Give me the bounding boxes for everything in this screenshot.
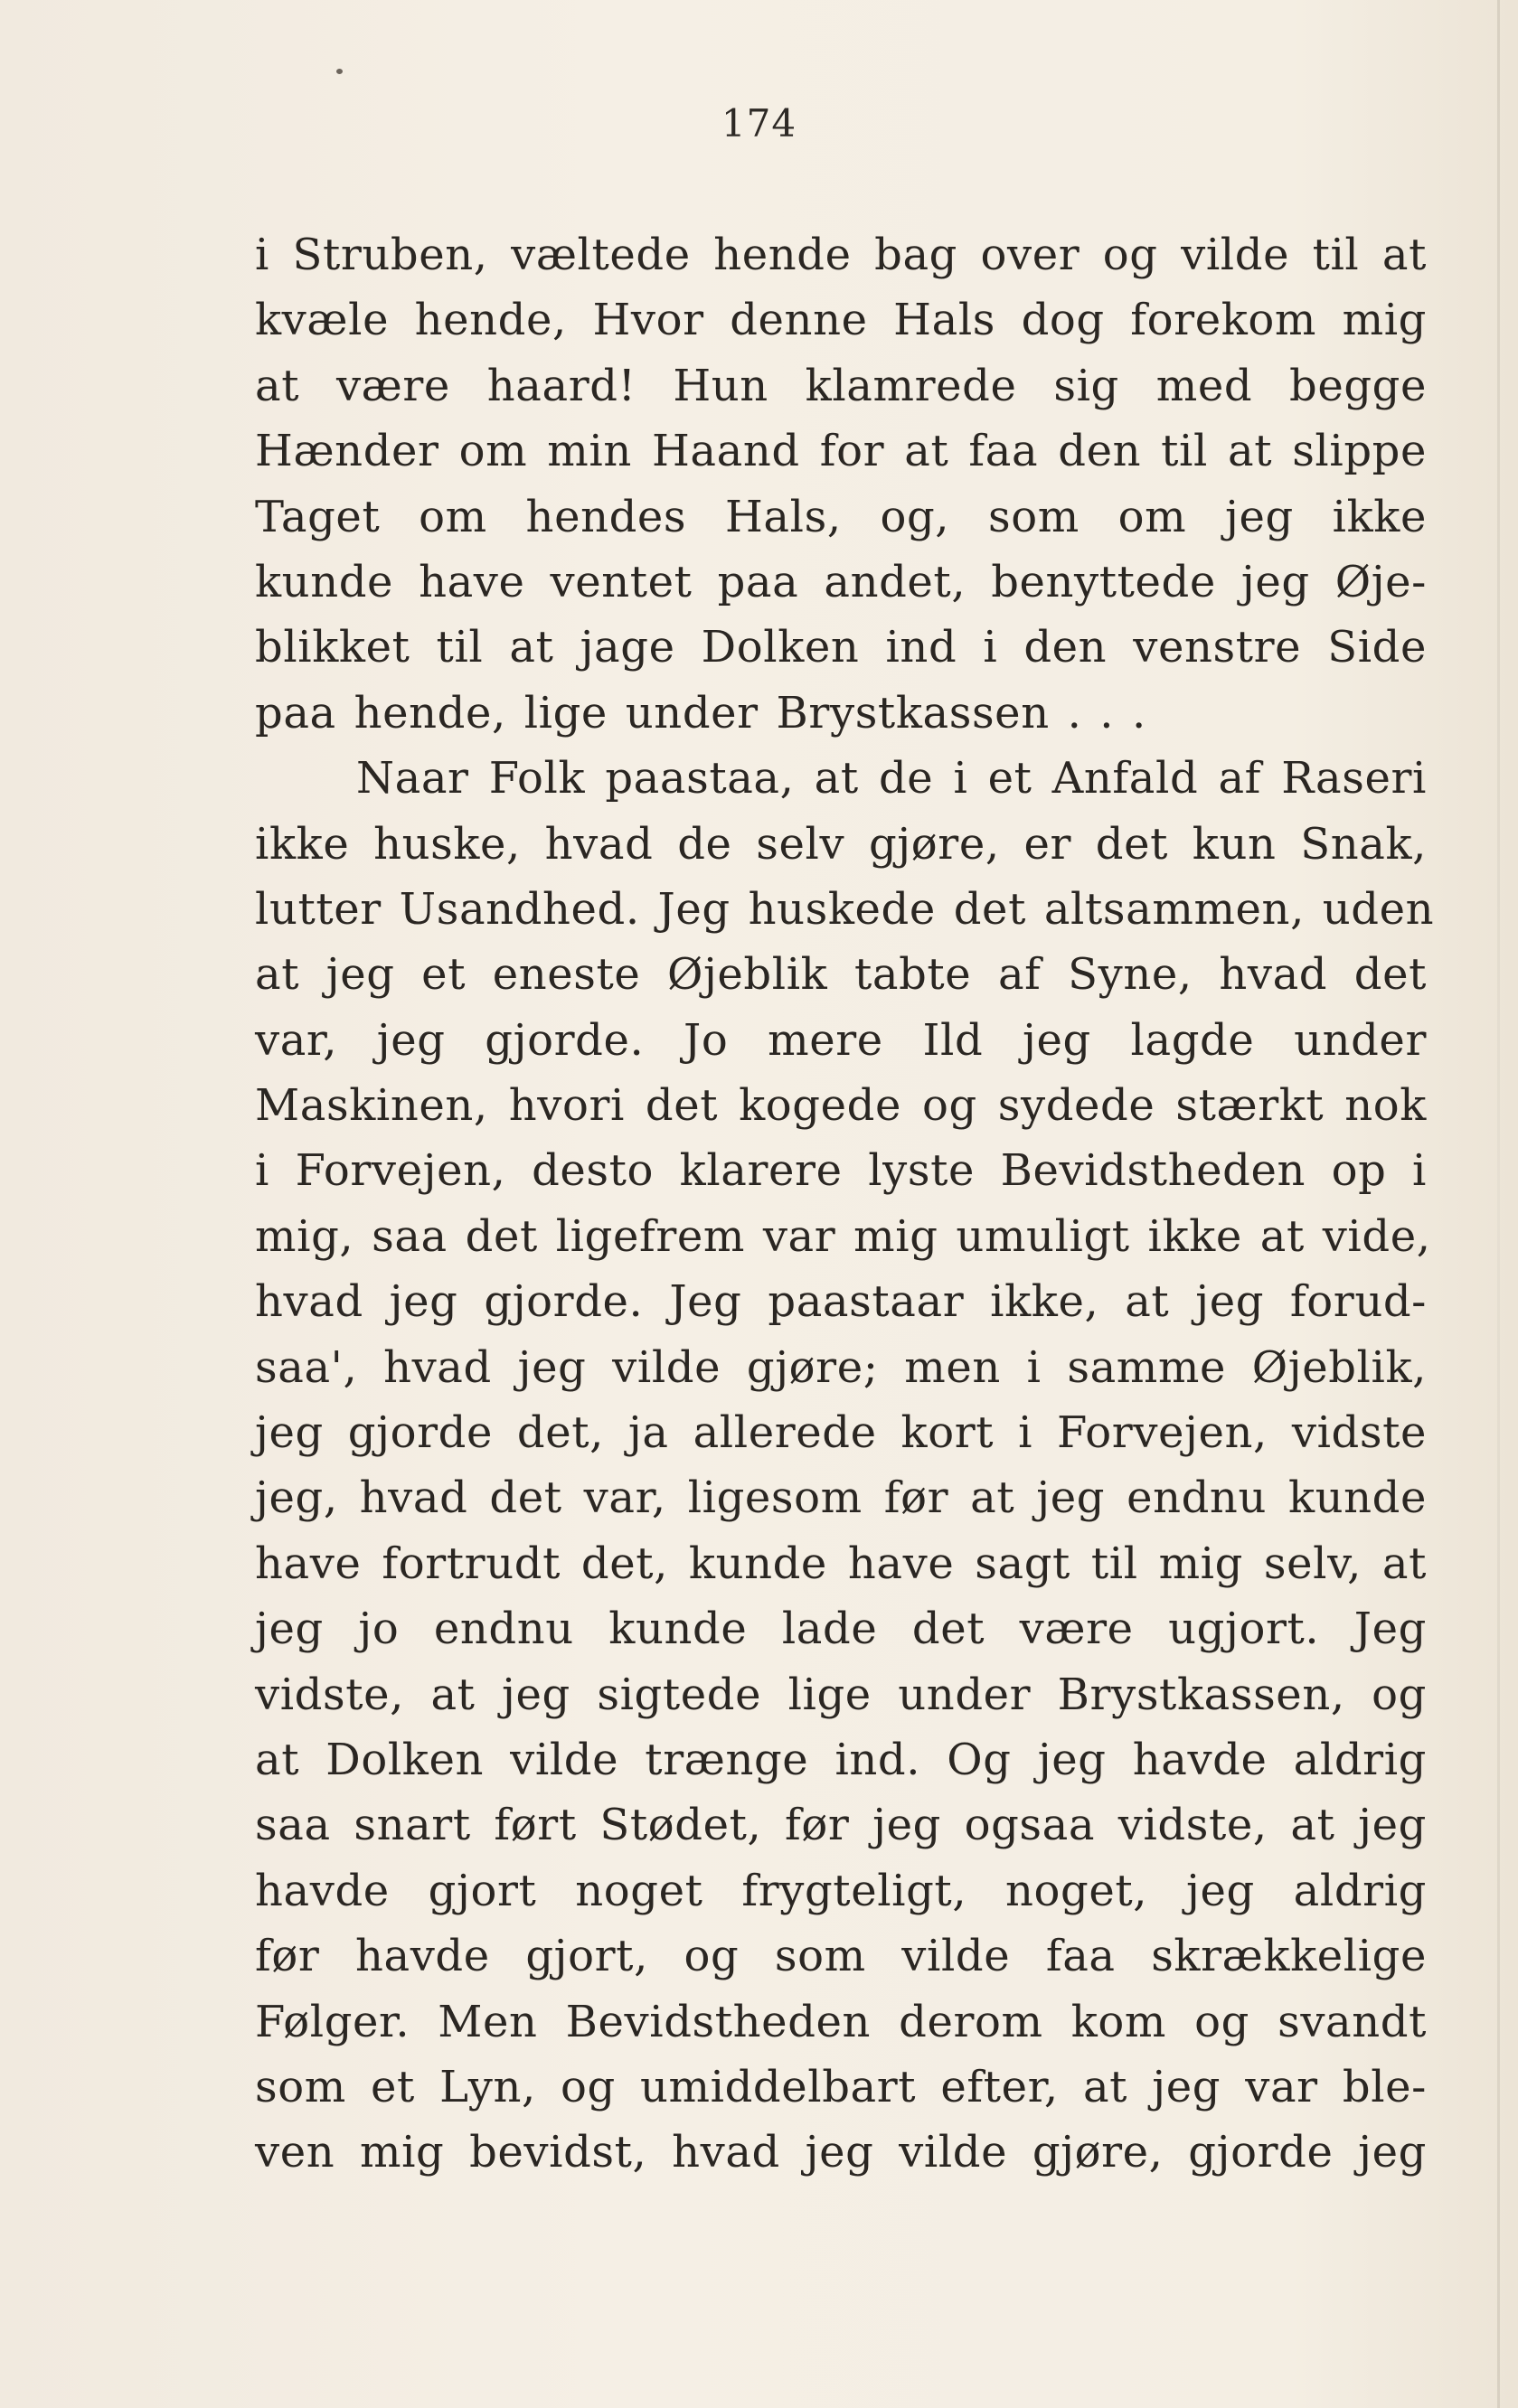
text-line: at jeg et eneste Øjeblik tabte af Syne, hvad det xyxy=(255,949,1427,1001)
text-line: blikket til at jage Dolken ind i den venstre Side xyxy=(255,622,1427,673)
text-line: mig, saa det ligefrem var mig umuligt ikke at vide, xyxy=(255,1210,1431,1262)
text-line: have fortrudt det, kunde have sagt til mig selv, at xyxy=(255,1538,1427,1589)
text-line: jeg gjorde det, ja allerede kort i Forvejen, vidste xyxy=(255,1407,1427,1459)
paragraph-start-line: Naar Folk paastaa, at de i et Anfald af Raseri xyxy=(356,753,1427,804)
text-line: jeg, hvad det var, ligesom før at jeg endnu kunde xyxy=(255,1472,1427,1524)
body-text xyxy=(255,222,1435,2186)
text-line: havde gjort noget frygteligt, noget, jeg aldrig xyxy=(255,1865,1427,1916)
text-line: hvad jeg gjorde. Jeg paastaar ikke, at jeg forud- xyxy=(255,1276,1427,1328)
text-line: kvæle hende, Hvor denne Hals dog forekom mig xyxy=(255,295,1427,346)
text-line: jeg jo endnu kunde lade det være ugjort. Jeg xyxy=(255,1604,1427,1655)
text-line: saa snart ført Stødet, før jeg ogsaa vidste, at jeg xyxy=(255,1800,1427,1851)
text-line: Maskinen, hvori det kogede og sydede stærkt nok xyxy=(255,1080,1427,1132)
text-line: ven mig bevidst, hvad jeg vilde gjøre, gjorde jeg xyxy=(255,2127,1427,2178)
page-edge xyxy=(1497,0,1500,2408)
text-line: som et Lyn, og umiddelbart efter, at jeg var ble- xyxy=(255,2061,1427,2112)
text-line: ikke huske, hvad de selv gjøre, er det kun Snak, xyxy=(255,818,1427,870)
text-line: kunde have ventet paa andet, benyttede jeg Øje- xyxy=(255,556,1427,607)
print-speck xyxy=(336,69,343,74)
text-line: vidste, at jeg sigtede lige under Brystkassen, og xyxy=(255,1669,1427,1720)
text-line: paa hende, lige under Brystkassen . . . xyxy=(255,687,1146,738)
text-line: Følger. Men Bevidstheden derom kom og svandt xyxy=(255,1996,1427,2047)
text-line: Taget om hendes Hals, og, som om jeg ikke xyxy=(255,491,1427,542)
text-line: at være haard! Hun klamrede sig med begge xyxy=(255,360,1427,411)
text-line: saa', hvad jeg vilde gjøre; men i samme Øjeblik, xyxy=(255,1341,1427,1393)
text-line: før havde gjort, og som vilde faa skrækkelige xyxy=(255,1931,1427,1982)
page-number: 174 xyxy=(721,101,797,146)
text-line: lutter Usandhed. Jeg huskede det altsammen, uden xyxy=(255,883,1435,935)
text-line: Hænder om min Haand for at faa den til at slippe xyxy=(255,426,1427,477)
text-line: var, jeg gjorde. Jo mere Ild jeg lagde under xyxy=(255,1014,1427,1066)
text-line: i Forvejen, desto klarere lyste Bevidstheden op i xyxy=(255,1145,1427,1197)
text-line: at Dolken vilde trænge ind. Og jeg havde aldrig xyxy=(255,1734,1427,1785)
text-line: i Struben, væltede hende bag over og vilde til at xyxy=(255,230,1427,280)
